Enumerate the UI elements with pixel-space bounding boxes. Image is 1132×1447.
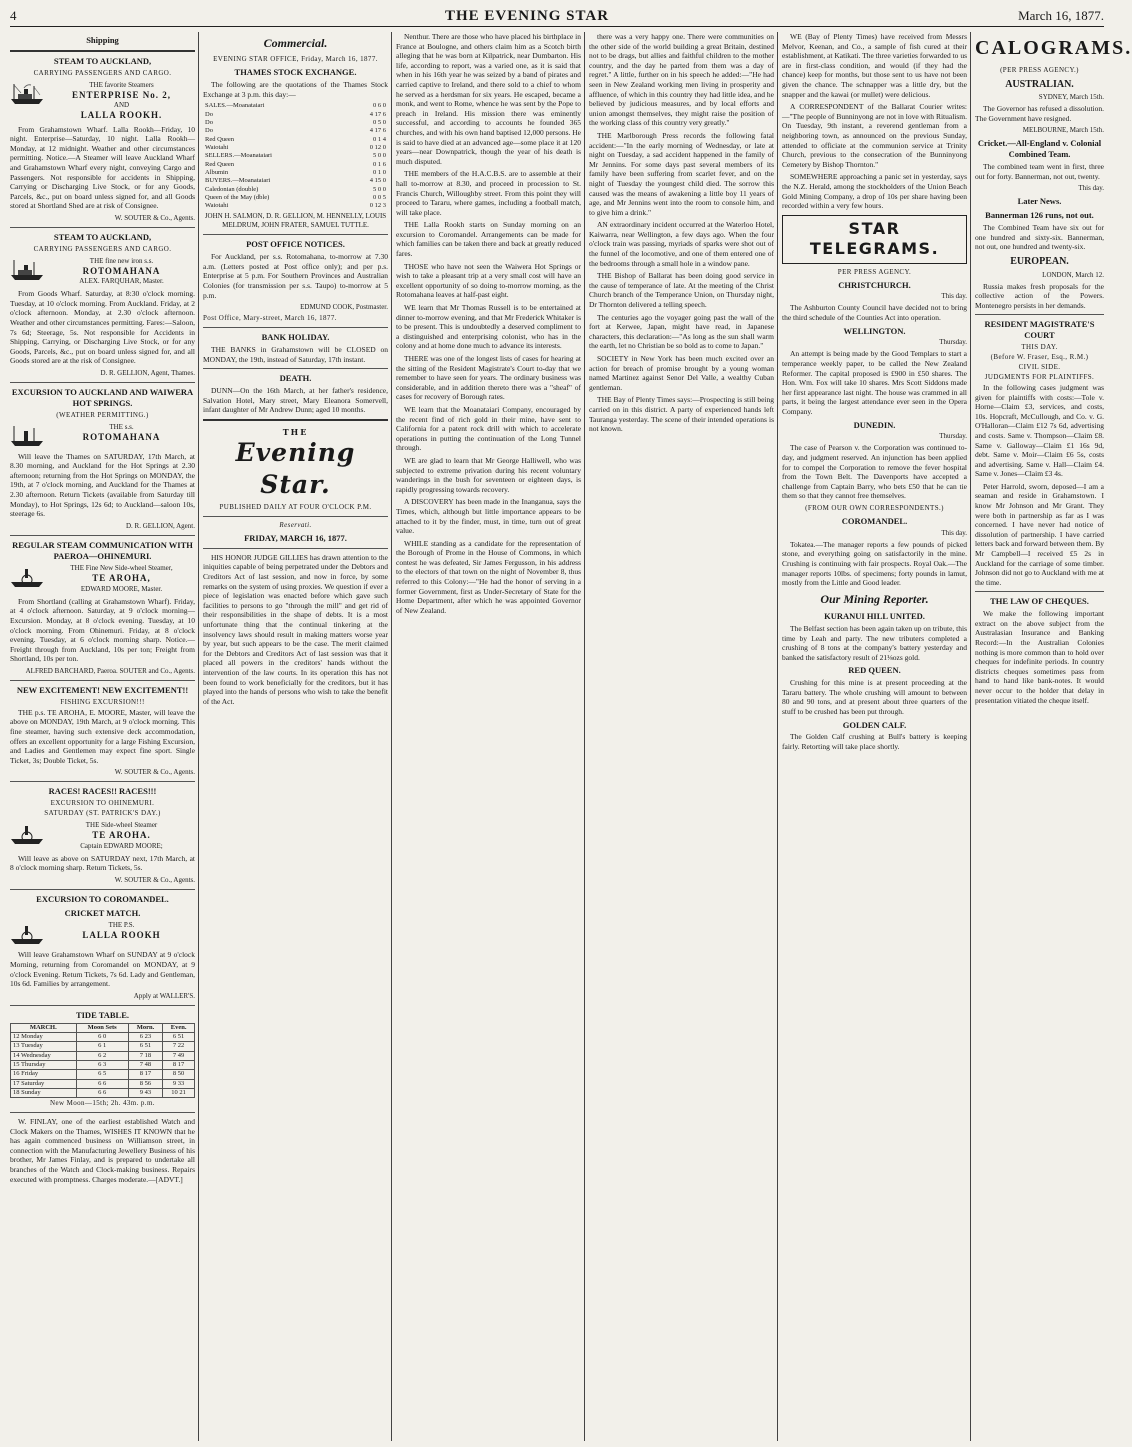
stock-name: BUYERS.—Moanataiari	[205, 177, 271, 185]
tide-cell: 6 2	[76, 1051, 128, 1060]
stock-name: Caledonian (double)	[205, 185, 259, 193]
section-heading-shipping: Shipping	[86, 35, 119, 45]
column-commercial	[203, 32, 388, 1441]
stock-price: 4 15 0	[369, 177, 386, 185]
ship-name: TE AROHA.	[92, 830, 151, 841]
section-heading-commercial: Commercial.	[263, 36, 328, 50]
ad-date: SATURDAY (ST. PATRICK'S DAY.)	[44, 809, 161, 818]
ad-heading: RACES! RACES!! RACES!!!	[48, 786, 157, 797]
divider	[203, 516, 388, 517]
tide-table-header	[11, 1023, 195, 1032]
ad-heading: EXCURSION TO COROMANDEL.	[36, 893, 169, 904]
stock-row	[203, 102, 388, 110]
tide-cell: 6 6	[76, 1079, 128, 1088]
paddle-steamer-icon	[10, 821, 44, 847]
tide-table-body	[11, 1032, 195, 1097]
divider	[10, 889, 195, 890]
stock-price: 0 12 3	[369, 202, 386, 210]
city-heading: DUNEDIN.	[853, 419, 896, 430]
ship-name: ENTERPRISE No. 2,	[71, 89, 171, 100]
divider	[10, 227, 195, 228]
tide-cell: 18 Sunday	[11, 1088, 77, 1097]
cable-body: The combined team went in first, three out for forty. Bannerman, not out, twenty.	[975, 162, 1104, 181]
ship-intro: THE P.S.	[108, 921, 135, 930]
cable-body: The Combined Team have six out for one hundred and sixty-six. Bannerman, not out, one hundred and twenty-six.	[975, 223, 1104, 252]
mine-heading: KURANUI HILL UNITED.	[824, 611, 925, 622]
mine-heading: GOLDEN CALF.	[842, 719, 907, 730]
column-telegrams	[782, 32, 967, 1441]
steamer-ad	[10, 921, 195, 947]
divider	[10, 781, 195, 782]
ship-name: ROTOMAHANA	[82, 431, 161, 442]
divider	[10, 535, 195, 536]
ad-signature: W. SOUTER & Co., Agents.	[114, 213, 195, 222]
ad-body: From Grahamstown Wharf. Lalla Rookh—Friday, 10 night. Enterprise—Saturday, 10 night. Lalla Rookh—Monday, at 12 midnight. Weather and other circumstances permitting. Notice.—A Steamer will leave Auckland Wharf and Grahamstown Wharf every night, conveying Cargo and Passengers. Not responsible for accidents in Shipping, Carrying or Discharging Live Stock, or for any Goods, Parcels, &c., put on board unless signed for, and all Goods stored at Shortland Shed are at risk of Consignee.	[10, 124, 195, 211]
tide-cell: 16 Friday	[11, 1070, 77, 1079]
motto: Reservati.	[279, 521, 312, 529]
stock-row	[203, 202, 388, 210]
dateline: MELBOURNE, March 15th.	[1022, 126, 1104, 135]
tide-cell: 17 Saturday	[11, 1079, 77, 1088]
news-paragraph: THE Marlborough Press records the following fatal accident:—"In the early morning of Wednesday, or late at night on Tuesday, a sad accident happened in the family of Mr Jennins. For some days past several members of its family have been suffering from scarlet fever, and on the night of Tuesday the youngest child died. The sorrow this caused was the means of awakening a little boy 11 years of age, and Mr Jennins went into the room to console him, and to give him a drink."	[589, 130, 774, 217]
court-body: In the following cases judgment was given for plaintiffs with costs:—Tole v. Horne—Claim £3, services, and costs, 10s. Hopcraft, McCullough, and Co. v. G. O'Halloran—Claim £12 7s 6d, advertising and costs. Same v. Thompson—Claim £8. Same v. Galloway—Claim £1 16s 9d, debt. Same v. Moir—Claim £6 5s, costs and advertising. Same v. Hall—Claim £4. Same v. Jones—Claim £3 4s.	[975, 382, 1104, 479]
column-rule	[777, 32, 778, 1441]
column-rule	[584, 32, 585, 1441]
tide-cell: 12 Monday	[11, 1032, 77, 1041]
mining-body: The Belfast section has been again taken up on tribute, this time by Leah and party. The new tributers completed a crushing of 8 tons at the company's battery yesterday and banked the satisfactory result of 21⅛ozs gold.	[782, 623, 967, 662]
news-paragraph: A CORRESPONDENT of the Ballarat Courier writes:—"The people of Bunninyong are not in love with Ritualism. On Tuesday, 9th instant, a reverend gentleman from a neighboring town, as announced on the previous Sunday, attended to officiate at the communion service at Trinity Church, previous to the consecration of the Bunninyong Cemetery by Bishop Thornton."	[782, 102, 967, 169]
steamer-ad	[10, 81, 195, 122]
stock-price: 0 1 0	[373, 168, 386, 176]
dateline: LONDON, March 12.	[1042, 270, 1104, 279]
news-paragraph: THOSE who have not seen the Waiwera Hot Springs or wish to take a pleasant trip at a very small cost will have an excellent opportunity of so doing to-morrow morning, as the Rotomahana leaves at half-past eight.	[396, 261, 581, 300]
ship-intro: THE s.s.	[109, 422, 134, 431]
stock-row	[203, 169, 388, 177]
masthead	[10, 6, 1104, 27]
court-judgments: JUDGMENTS FOR PLAINTIFFS.	[984, 373, 1095, 381]
divider	[203, 234, 388, 235]
tide-row	[11, 1088, 195, 1097]
mining-body: Crushing for this mine is at present proceeding at the Tararu battery. The whole crushing will amount to between 80 and 90 tons, and at present about three quarters of the stuff to be crushed has been put through.	[782, 678, 967, 716]
steamship-icon	[10, 423, 44, 449]
ship-intro: THE Side-wheel Steamer	[85, 821, 158, 830]
ship-intro: THE fine new iron s.s.	[89, 256, 154, 265]
dateline: This day.	[941, 292, 967, 301]
tide-row	[11, 1070, 195, 1079]
page-number: 4	[10, 8, 17, 23]
court-heading: RESIDENT MAGISTRATE'S COURT	[984, 319, 1095, 341]
news-paragraph: WE (Bay of Plenty Times) have received from Messrs Melvor, Keenan, and Co., a sample of fish cured at their establishment, at Katikati. The three varieties forwarded to us are in first-class condition, and would (if they had the chance) keep for months, but those sent to us have not been given the chance. The schnapper was a little dry, but the snapper and the kawai (or mullet) were delicious.	[782, 32, 967, 99]
law-body: We make the following important extract on the above subject from the Australasian Insurance and Banking Record:—In the Australian Colonies nothing is more common than to hold over cheques for indefinite periods. In country districts cheques sometimes pass from hand to hand like bank-notes. It would never occur to the holder that delay in presentation vitiated the cheque itself.	[975, 609, 1104, 705]
paddle-steamer-icon	[10, 564, 44, 590]
cable-body: Russia makes fresh proposals for the collective action of the Powers. Montenegro persists in her demands.	[975, 281, 1104, 310]
stock-price: 4 17 6	[369, 110, 386, 118]
news-paragraph: THE Bishop of Ballarat has been doing good service in the cause of temperance of late. At the meeting of the Christ Church branch of the Temperance Union, on Thursday night, Dr Thornton delivered a telling speech.	[589, 271, 774, 310]
tide-cell: 7 22	[163, 1042, 195, 1051]
tide-cell: 8 17	[163, 1060, 195, 1069]
section-heading-australian: AUSTRALIAN.	[1005, 78, 1074, 90]
telegram-body: The Ashburton County Council have decided not to bring the third schedule of the Counties Act into operation.	[782, 303, 967, 322]
tide-cell: 15 Thursday	[11, 1060, 77, 1069]
stock-name: Albumin	[205, 168, 229, 176]
steamer-ad	[10, 564, 195, 593]
dateline: EVENING STAR OFFICE, Friday, March 16, 1877.	[213, 55, 378, 64]
ad-signature: W. SOUTER & Co., Agents.	[114, 875, 195, 884]
stock-price: 0 0 5	[373, 193, 386, 201]
ad-body: From Goods Wharf. Saturday, at 8:30 o'clock morning. Tuesday, at 10 o'clock morning. From Auckland. Friday, at 2 o'clock afternoon. Monday, at 2.30 o'clock afternoon. Weather and other circumstances permitting. Fares:—Saloon, 7s 6d; Steerage, 5s. Not responsible for Accidents in Shipping, Carrying, or Discharging Live Stock, or for any Goods, Parcels, &c., put on board unless signed for, and all Goods stored are at the risk of Consignee.	[10, 289, 195, 366]
exchange-signatories: JOHN H. SALMON, D. R. GELLION, M. HENNELLY, LOUIS MELDRUM, JOHN FRATER, SAMUEL TUTTLE.	[204, 212, 387, 230]
mine-heading: RED QUEEN.	[848, 665, 901, 676]
column-rule	[391, 32, 392, 1441]
bannerman-heading: Bannerman 126 runs, not out.	[985, 210, 1094, 221]
ship-name-2: LALLA ROOKH.	[80, 110, 163, 121]
ad-body: From Shortland (calling at Grahamstown Wharf). Friday, at 4 o'clock afternoon. Saturday, at 9 o'clock morning—Excursion. Monday, at 8 o'clock evening. Tuesday, at 10 o'clock morning. From Ohinemuri. Friday, at 8 o'clock evening. Tuesday, at 6 o'clock morning sharp. Notice.—Freight through from Auckland, 10s per ton; Freight from Shortland, 10s per ton.	[10, 596, 195, 664]
ship-name: LALLA ROOKH	[82, 930, 161, 941]
paddle-steamer-icon	[10, 921, 44, 947]
ad-heading: NEW EXCITEMENT! NEW EXCITEMENT!!	[16, 684, 189, 695]
ad-heading: CRICKET MATCH.	[64, 907, 141, 918]
stock-price: 5 0 0	[373, 152, 386, 160]
law-heading: THE LAW OF CHEQUES.	[990, 596, 1089, 607]
news-paragraph: SOCIETY in New York has been much excited over an action for breach of promise brought by a young woman named Martinez against Senor Del Valle, a wealthy Cuban gentleman.	[589, 354, 774, 392]
city-heading: WELLINGTON.	[843, 325, 906, 336]
publication-note: PUBLISHED DAILY AT FOUR O'CLOCK P.M.	[219, 503, 372, 512]
news-paragraph: A DISCOVERY has been made in the Inanganua, says the Times, which, although but little importance appears to be attached to it by the finder, must, in time, turn out of great value.	[396, 497, 581, 536]
tide-row	[11, 1042, 195, 1051]
ship-intro: THE favorite Steamers	[89, 80, 154, 89]
stock-name: Red Queen	[205, 160, 235, 168]
page-date: March 16, 1877.	[1018, 8, 1104, 23]
tide-row	[11, 1079, 195, 1088]
tide-cell: 8 17	[128, 1070, 162, 1079]
stock-price: 0 12 0	[369, 143, 386, 151]
divider	[203, 548, 388, 549]
stock-name: Red Queen	[205, 135, 235, 143]
telegram-body: Tokatea.—The manager reports a few pounds of picked stone, and everything going on satisfactorily in the mine. Crushing is continuing with fair prospects. Royal Oak.—The manager reports 10lbs. of specimens; forty pounds in lamut, mostly from the Little and Good leader.	[782, 539, 967, 588]
tide-table-heading: TIDE TABLE.	[75, 1009, 130, 1020]
post-office-heading: POST OFFICE NOTICES.	[246, 239, 345, 250]
tide-column-header: MARCH.	[11, 1023, 77, 1032]
news-paragraph: THE members of the H.A.C.B.S. are to assemble at their hall to-morrow at 8.30, and proceed in procession to St. Francis Church, Willoughby street. From this point they will proceed to Tararu, where games, including a football match, will take place.	[396, 169, 581, 217]
newspaper-logo	[203, 427, 388, 501]
cable-body: The Governor has refused a dissolution. The Government have resigned.	[975, 104, 1104, 123]
leader-article: HIS HONOR JUDGE GILLIES has drawn attention to the iniquities capable of being perpetrated under the Debtors and Creditors Act of last session, and now in force, by some remarks on the system of using proxies. We question if ever a piece of legislation was enacted before which gave such facilities to persons to go "through the mill" and get rid of their responsibilities in the shape of debts. It is a most unfortunate thing that the continual tinkering at the insolvency laws should result in making matters worse year by year, but such appears to be the case. The merit claimed for the Debtors and Creditors Act of last session was that it placed all powers in the creditors' hands without the intervention of the law courts. In its operation this has not been found to work beneficially for the creditors, but it has played into the hands of persons who wish to take the benefit of the Act.	[203, 552, 388, 706]
divider	[10, 382, 195, 383]
ad-signature: ALFRED BARCHARD, Paeroa. SOUTER and Co., Agents.	[25, 667, 195, 676]
divider	[975, 314, 1104, 315]
court-body: Peter Harrold, sworn, deposed—I am a seaman and reside in Grahamstown. I know Mr Johnson and Mr Grant. They were both in partnership as far as I was concerned. I have never had notice of dissolution of partnership. I have carried letters back and forward between them. By Mr Campbell—I received £5 2s in Auckland for the carriage of some timber. Johnson did not go to Auckland with me at the time.	[975, 481, 1104, 587]
ad-body: THE p.s. TE AROHA, E. MOORE, Master, will leave the above on MONDAY, 19th March, at 9 o'clock morning. This fine steamer, having such extensive deck accommodation, offers an excellent opportunity for a large Fishing Excursion, and Ladies and Gentlemen may expect fine sport. Single Ticket, 3s; Double Ticket, 5s.	[10, 707, 195, 765]
ad-subheading: CARRYING PASSENGERS AND CARGO.	[33, 68, 172, 77]
ad-subheading: CARRYING PASSENGERS AND CARGO.	[33, 244, 172, 253]
steamer-ad	[10, 257, 195, 286]
stock-row	[203, 127, 388, 135]
tide-cell: 10 21	[163, 1088, 195, 1097]
later-news-heading: Later News.	[1017, 196, 1062, 207]
divider	[10, 1005, 195, 1006]
exchange-heading: THAMES STOCK EXCHANGE.	[234, 67, 357, 78]
column-calograms	[975, 32, 1132, 1441]
post-office-body: For Auckland, per s.s. Rotomahana, to-morrow at 7.30 a.m. (Letters posted at Post office only); and per p.s. Enterprise at 5 p.m. For Southern Provinces and Australian Colonies (for transmission per s.s. Taupo) to-morrow at 5 p.m.	[203, 252, 388, 300]
stock-row	[203, 136, 388, 144]
news-paragraph: WE learn that the Moanataiari Company, encouraged by the recent find of rich gold in their mine, have sent to California for a patent rock drill with which to accelerate operations in putting the continuation of the Long Tunnel through.	[396, 404, 581, 453]
ad-signature: W. SOUTER & Co., Agents.	[114, 768, 195, 777]
news-paragraph: THERE was one of the longest lists of cases for hearing at the sitting of the Resident Magistrate's Court to-day that we remember to have seen for years. The ordinary business was considerable, and in addition thereto there was a "sheaf" of cases for recovery of Borough rates.	[396, 354, 581, 402]
tide-note: New Moon—15th; 2h. 43m. p.m.	[50, 1099, 155, 1108]
column-news-2	[589, 32, 774, 1441]
news-paragraph: THE Lalla Rookh starts on Sunday morning on an excursion to Coromandel. Arrangements can be made for which families can be taken there and back at greatly reduced fares.	[396, 220, 581, 259]
stock-quotations-body	[203, 102, 388, 210]
ad-heading: EXCURSION TO AUCKLAND AND WAIWERA HOT SPRINGS.	[11, 386, 194, 408]
calograms-source: (PER PRESS AGENCY.)	[1000, 65, 1079, 74]
edition-date: FRIDAY, MARCH 16, 1877.	[244, 532, 347, 543]
correspondent-note: (FROM OUR OWN CORRESPONDENTS.)	[805, 503, 944, 512]
ad-body: Will leave as above on SATURDAY next, 17th March, at 8 o'clock morning sharp. Return Tickets, 5s.	[10, 853, 195, 873]
news-paragraph: AN extraordinary incident occurred at the Waterloo Hotel, Kaiwarra, near Wellington, a few days ago. When the four o'clock train was passing, myriads of sparks were shot out of the funnel of the locomotive, and one of them entered one of the bedrooms through a small hole in a window pane.	[589, 220, 774, 268]
logo-the: THE	[282, 426, 309, 437]
ship-master: Captain EDWARD MOORE;	[80, 841, 163, 850]
tide-cell: 6 6	[76, 1088, 128, 1097]
telegram-body: An attempt is being made by the Good Templars to start a temperance weekly paper, to be called the New Zealand Reformer. The capital proposed is £900 in £50 shares. The Hon. Wm. Fox will take 10 shares. Mrs Scott Siddons made her first appearance last night. The house was crammed in all parts, it being the largest attendance ever seen in the Opera Company.	[782, 349, 967, 416]
ship-master: ALEX. FARQUHAR, Master.	[79, 277, 164, 286]
stock-name: Waiotahi	[205, 202, 229, 210]
telegram-body: The case of Pearson v. the Corporation was continued to-day, and judgment reserved. An injunction has been applied for to compel the Corporation to remove the fever hospital from the Town Belt. The Davenports have accepted a challenge from Captain Barry, who bets £50 that he can tie them so that they cannot free themselves.	[782, 443, 967, 501]
stock-price: 0 5 0	[373, 119, 386, 126]
steamer-ad	[10, 821, 195, 850]
holiday-body: THE BANKS in Grahamstown will be CLOSED on MONDAY, the 19th, instead of Saturday, 17th instant.	[203, 344, 388, 364]
telegrams-banner: STAR TELEGRAMS.	[782, 215, 967, 264]
column-rule	[970, 32, 971, 1441]
stock-quotations	[203, 102, 388, 210]
news-paragraph: THE Bay of Plenty Times says:—Prospecting is still being carried on in this district. A party of experienced hands left Tauranga yesterday. The scene of their intended operations is not known.	[589, 395, 774, 434]
stock-price: 0 1 4	[373, 135, 386, 143]
stock-name: Do	[205, 127, 213, 135]
steamer-ad	[10, 423, 195, 449]
ad-subheading: EXCURSION TO OHINEMURI.	[50, 799, 155, 808]
tide-row	[11, 1060, 195, 1069]
news-paragraph: WE are glad to learn that Mr George Halliwell, who was subjected to extreme privation during his recent voluntary wanderings in the bush for seventeen or eighteen days, is rapidly progressing towards recovery.	[396, 455, 581, 494]
news-paragraph: WE learn that Mr Thomas Russell is to be entertained at dinner to-morrow evening, and that Mr Frederick Whitaker is to be present. This is undoubtedly a deserved compliment to a distinguished and enterprising colonist, who has in the colony and at home done much to advance its interests.	[396, 303, 581, 351]
stock-row	[203, 119, 388, 127]
death-body: DUNN—On the 16th March, at her father's residence, Salvation Hotel, Mary street, Mary Eleanora Somervell, infant daughter of Mr Andrew Dunn; aged 10 months.	[203, 386, 388, 415]
dateline: Thursday.	[939, 432, 967, 441]
column-shipping	[10, 32, 195, 1441]
court-day: THIS DAY.	[1021, 343, 1058, 352]
city-heading: COROMANDEL.	[841, 515, 908, 526]
city-heading: CHRISTCHURCH.	[838, 279, 911, 290]
column-news-1	[396, 32, 581, 1441]
stock-name: SELLERS.—Moanataiari	[205, 152, 272, 160]
section-heading-mining: Our Mining Reporter.	[820, 591, 929, 606]
ship-name: TE AROHA,	[92, 573, 151, 584]
tide-cell: 6 1	[76, 1042, 128, 1051]
news-paragraph: SOMEWHERE approaching a panic set in yesterday, says the N.Z. Herald, among the stockholders of the Union Beach Gold Mining Company, a drop of 10s per share having been recorded within a very few hours.	[782, 172, 967, 211]
tide-cell: 8 50	[163, 1070, 195, 1079]
dateline: Thursday.	[939, 338, 967, 347]
divider	[975, 591, 1104, 592]
tide-cell: 7 18	[128, 1051, 162, 1060]
stock-row	[203, 186, 388, 194]
tide-cell: 13 Tuesday	[11, 1042, 77, 1051]
stock-row	[203, 152, 388, 160]
ad-subheading: FISHING EXCURSION!!!	[60, 697, 145, 706]
court-civil: CIVIL SIDE.	[1018, 363, 1061, 372]
post-office-date: Post Office, Mary-street, March 16, 1877.	[203, 314, 337, 323]
tide-cell: 14 Wednesday	[11, 1051, 77, 1060]
page-title: THE EVENING STAR	[444, 7, 610, 24]
dateline: This day.	[941, 528, 967, 537]
divider	[10, 50, 195, 52]
stock-row	[203, 111, 388, 119]
tide-column-header: Moon Sets	[76, 1023, 128, 1032]
ad-heading: STEAM TO AUCKLAND,	[53, 231, 152, 242]
stock-name: SALES.—Moanataiari	[205, 102, 265, 110]
ad-heading: REGULAR STEAM COMMUNICATION WITH PAEROA—OHINEMURI.	[12, 539, 193, 561]
tide-row	[11, 1032, 195, 1041]
death-heading: DEATH.	[279, 373, 312, 384]
tide-cell: 6 51	[163, 1032, 195, 1041]
tide-cell: 9 43	[128, 1088, 162, 1097]
column-rule	[198, 32, 199, 1441]
tide-cell: 6 3	[76, 1060, 128, 1069]
ad-subheading: (WEATHER PERMITTING.)	[56, 410, 149, 419]
ship-and: AND	[113, 101, 130, 110]
court-before: (Before W. Fraser, Esq., R.M.)	[990, 353, 1089, 362]
steamship-icon	[10, 257, 44, 283]
calograms-headline: CALOGRAMS.	[975, 37, 1132, 59]
ad-body: Will leave Grahamstown Wharf on SUNDAY at 9 o'clock Morning, returning from Coromandel on MONDAY, at 9 o'clock Evening. Return Tickets, 7s 6d. Lady and Gentleman, 10s 6d. Families by arrangement.	[10, 950, 195, 989]
section-heading-european: EUROPEAN.	[1010, 255, 1069, 267]
post-office-signature: EDMUND COOK, Postmaster.	[300, 303, 388, 312]
stock-name: Waiotahi	[205, 143, 229, 151]
stock-name: Do	[205, 119, 213, 126]
mining-body: The Golden Calf crushing at Bull's battery is keeping fairly. Retorting will take place shortly.	[782, 732, 967, 752]
telegrams-source: PER PRESS AGENCY.	[837, 267, 912, 276]
stock-row	[203, 161, 388, 169]
dateline: This day.	[1078, 184, 1104, 193]
stock-row	[203, 144, 388, 152]
cricket-heading: Cricket.—All-England v. Colonial Combined Team.	[977, 138, 1102, 160]
exchange-intro: The following are the quotations of the Thames Stock Exchange at 3 p.m. this day:—	[203, 80, 388, 99]
stock-price: 0 6 0	[373, 102, 386, 110]
tide-row	[11, 1051, 195, 1060]
stock-name: Do	[205, 110, 213, 118]
tide-cell: 7 49	[163, 1051, 195, 1060]
news-paragraph: The centuries ago the voyager going past the wall of the fort at Kerwee, Japan, might have read, in Japanese characters, this declaration:—"As long as the sun shall warm the earth, let no Christian be so bold as to come to Japan."	[589, 312, 774, 351]
logo-title: Evening Star.	[235, 438, 356, 500]
stock-price: 4 17 6	[369, 127, 386, 135]
tide-cell: 6 23	[128, 1032, 162, 1041]
stock-row	[203, 194, 388, 202]
divider	[10, 680, 195, 681]
tide-cell: 6 0	[76, 1032, 128, 1041]
tide-cell: 7 48	[128, 1060, 162, 1069]
tide-cell: 6 51	[128, 1042, 162, 1051]
ad-signature: D. R. GELLION, Agent, Thames.	[100, 368, 195, 377]
stock-price: 0 1 6	[373, 160, 386, 168]
ad-heading: STEAM TO AUCKLAND,	[53, 55, 152, 66]
news-paragraph: there was a very happy one. There were communities on the other side of the world building a great Britain, destined not to be drags, but allies and faithful children to the mother country, and the day he parted from them was a day of regret." A little, further on in his speech he added:—"He had seen in New Zealand working men living in prosperity and affluence, of which in this country they had little idea, and he believed by judicious measures, and by local efforts and union amongst themselves, they might raise the position of the working class of this country very greatly."	[589, 32, 774, 128]
divider	[203, 327, 388, 328]
tide-column-header: Morn.	[128, 1023, 162, 1032]
stock-name: Queen of the May (dble)	[205, 193, 270, 201]
tide-column-header: Even.	[163, 1023, 195, 1032]
ad-signature: D. R. GELLION, Agent.	[125, 521, 195, 530]
steamship-icon	[10, 81, 44, 107]
tide-cell: 6 5	[76, 1070, 128, 1079]
divider	[10, 1112, 195, 1113]
ship-name: ROTOMAHANA	[82, 265, 161, 276]
dateline: SYDNEY, March 15th.	[1038, 93, 1104, 102]
stock-price: 5 0 0	[373, 185, 386, 193]
tide-cell: 9 33	[163, 1079, 195, 1088]
news-paragraph: Nenthur. There are those who have placed his birthplace in France at Boulogne, and others claim him as a Scotch birth alleging that he was born at Kilpatrick, near Dumbarton. His life, according to report, was a varied one, as it is said that when in his 16th year he was seized by a band of pirates and carried captive to Ireland, and there sold to a chief to whom he served as a herdsman for six years. He escaped, became a monk, and went to Rome, whence he was sent by the Pope to preach in Ireland. His mission there was eminently successful, and according to accounts he founded 365 churches, and with his own hand baptised 12,000 persons. He is said to have died at an advanced age—some place it at 120 years—near Downpatrick, though the year of his death is much disputed.	[396, 32, 581, 166]
tide-table	[10, 1023, 195, 1099]
news-paragraph: WHILE standing as a candidate for the representation of the Borough of Prome in the House of Commons, in which contest he was defeated, Sir James Fergusson, in his address to the electors of that town on the night of November 8, thus referred to this Colony:—"He had the honor of serving in a former Government, first as Under-Secretary of State for the Home Department, after which he was appointed Governor of New Zealand.	[396, 538, 581, 615]
ad-body: Will leave the Thames on SATURDAY, 17th March, at 8.30 morning, and Auckland for the Hot Springs at 2.30 afternoon; returning from the Hot Springs on MONDAY, the 19th, at 7 o'clock morning, and Auckland for the Thames at 2.30 afternoon. Return Tickets (available from Saturday till Monday), to Hot Springs, 12s 6d; to Auckland—saloon 10s, steerage 6s.	[10, 451, 195, 519]
stock-row	[203, 177, 388, 185]
ship-master: EDWARD MOORE, Master.	[80, 584, 163, 593]
tide-cell: 8 56	[128, 1079, 162, 1088]
ship-intro: THE Fine New Side-wheel Steamer,	[70, 564, 173, 573]
holiday-heading: BANK HOLIDAY.	[261, 332, 330, 343]
ad-signature: Apply at WALLER'S.	[133, 991, 195, 1000]
divider	[203, 368, 388, 369]
divider	[203, 419, 388, 421]
ad-body: W. FINLAY, one of the earliest established Watch and Clock Makers on the Thames, WISHES IT KNOWN that he has again commenced business on Williamson street, in connection with the Manufacturing Jewellery Business of his brother, Mr James Finlay, and is prepared to undertake all branches of the Watch and Clock-making business. Repairs executed with promptness. Charges moderate.—[ADVT.]	[10, 1117, 195, 1184]
